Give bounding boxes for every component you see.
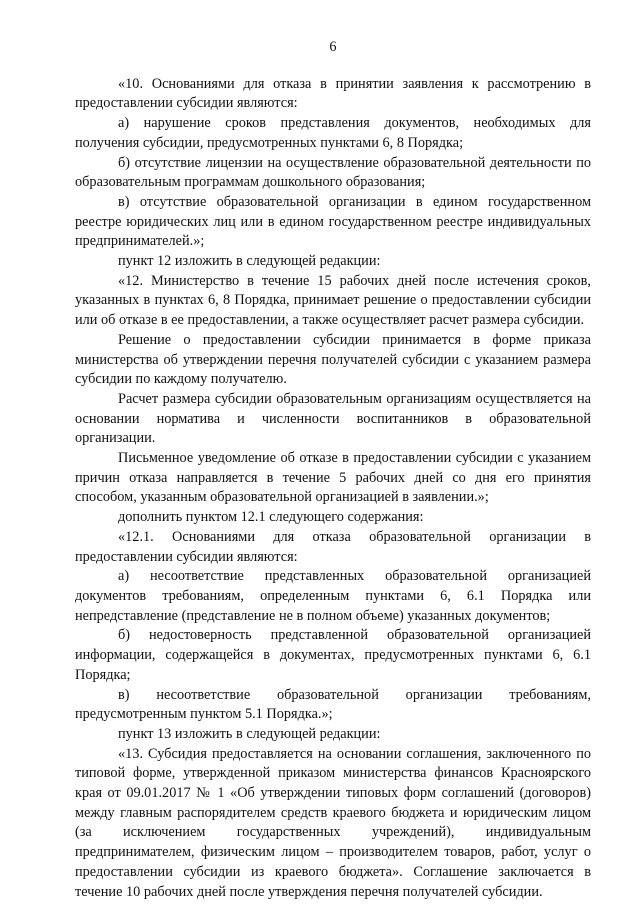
paragraph: «12. Министерство в течение 15 рабочих дней после истечения сроков, указанных в пунктах 6, 8 Порядка, принимает решение о предоставлении субсидии или об отказе в ее предоставлении, а также осуществляет расчет размера субсидии.	[75, 272, 591, 329]
paragraph: пункт 13 изложить в следующей редакции:	[118, 725, 381, 742]
paragraph: б) отсутствие лицензии на осуществление образовательной деятельности по образовательным программам дошкольного образования;	[75, 154, 591, 191]
paragraph: а) нарушение сроков представления документов, необходимых для получения субсидии, предусмотренных пунктами 6, 8 Порядка;	[75, 115, 591, 151]
paragraph: а) несоответствие представленных образовательной организацией документов требованиям, определенным пунктами 6, 6.1 Порядка или непредставление (представление не в полном объеме) указанных документов;	[75, 568, 591, 624]
paragraph: Решение о предоставлении субсидии принимается в форме приказа министерства об утверждении перечня получателей субсидии с указанием размера субсидии по каждому получателю.	[75, 331, 591, 388]
paragraph: дополнить пунктом 12.1 следующего содержания:	[118, 509, 424, 526]
paragraph: пункт 12 изложить в следующей редакции:	[118, 253, 381, 270]
paragraph: Расчет размера субсидии образовательным организациям осуществляется на основании норматива и численности воспитанников в образовательной организации.	[75, 390, 591, 447]
paragraph: «12.1. Основаниями для отказа образовательной организации в предоставлении субсидии являются:	[75, 528, 591, 565]
paragraph: в) отсутствие образовательной организации в едином государственном реестре юридических лиц или в едином государственном реестре индивидуальных предпринимателей.»;	[75, 193, 591, 250]
paragraph: в) несоответствие образовательной организации требованиям, предусмотренным пунктом 5.1 Порядка.»;	[75, 686, 591, 723]
paragraph: б) недостоверность представленной образовательной организацией информации, содержащейся в документах, предусмотренных пунктами 6, 6.1 Порядка;	[75, 627, 591, 683]
page-number: 6	[329, 39, 337, 55]
paragraph: Письменное уведомление об отказе в предоставлении субсидии с указанием причин отказа направляется в течение 5 рабочих дней со дня его принятия способом, указанным образовательной организацией в заявлении.»;	[75, 450, 591, 506]
paragraph: «13. Субсидия предоставляется на основании соглашения, заключенного по типовой форме, утвержденной приказом министерства финансов Красноярского края от 09.01.2017 № 1 «Об утверждении типовых форм соглашений (договоров) между главным распорядителем средств краевого бюджета и юридическим лицом (за исключением государственных учреждений), индивидуальным предпринимателем, физическим лицом – производителем товаров, работ, услуг о предоставлении субсидии из краевого бюджета». Соглашение заключается в течение 10 рабочих дней после утверждения перечня получателей субсидии.	[75, 745, 591, 900]
paragraph: «10. Основаниями для отказа в принятии заявления к рассмотрению в предоставлении субсидии являются:	[75, 75, 591, 112]
